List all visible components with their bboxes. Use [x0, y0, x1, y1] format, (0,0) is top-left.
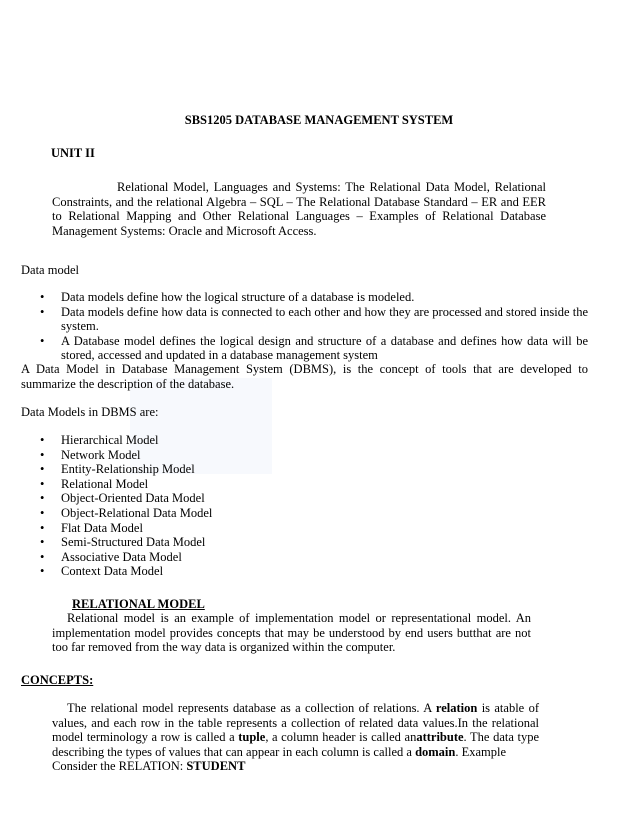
- list-item: • Relational Model: [40, 477, 340, 492]
- models-in-dbms-heading: Data Models in DBMS are:: [21, 405, 159, 419]
- relational-model-paragraph: Relational model is an example of implementation model or representational model. An implementation model provides concepts that may be understood by end users butthat are not too far removed from the way data is organized within the computer.: [52, 611, 531, 655]
- list-item: • Data models define how the logical structure of a database is modeled.: [40, 290, 588, 305]
- list-item: • A Database model defines the logical design and structure of a database and defines how data will be stored, accessed and updated in a database management system: [40, 334, 588, 363]
- relational-model-heading: RELATIONAL MODEL: [72, 597, 205, 611]
- list-item: • Semi-Structured Data Model: [40, 535, 340, 550]
- concepts-body: The relational model represents database as a collection of relations. A relation is atable of values, and each row in the table represents a collection of related data values.In the relational model terminology a row is called a tuple, a column header is called anattribute. The data type describing the types of values that can appear in each column is called a domain. Example: [52, 701, 539, 759]
- relation-example-line: Consider the RELATION: STUDENT: [52, 759, 246, 774]
- data-model-heading: Data model: [21, 263, 79, 277]
- list-item: • Context Data Model: [40, 564, 340, 579]
- unit-label: UNIT II: [51, 146, 95, 160]
- term-tuple: tuple: [238, 730, 266, 745]
- list-item: • Object-Relational Data Model: [40, 506, 340, 521]
- data-model-bullet-list: [40, 290, 588, 363]
- concepts-heading: CONCEPTS:: [21, 673, 94, 687]
- term-relation: relation: [435, 701, 478, 715]
- list-item: • Data models define how data is connected to each other and how they are processed and stored inside the system.: [40, 305, 588, 334]
- list-item: • Flat Data Model: [40, 521, 340, 536]
- relation-name: STUDENT: [186, 759, 246, 774]
- term-domain: domain: [415, 744, 456, 759]
- unit-description: Relational Model, Languages and Systems: The Relational Data Model, Relational Constraints, and the relational Algebra – SQL – The Relational Database Standard – ER and EER to Relational Mapping and Other Relational Languages – Examples of Relational Database Management Systems: Oracle and Microsoft Access.: [52, 180, 546, 238]
- list-item: • Entity-Relationship Model: [40, 462, 340, 477]
- list-item: • Associative Data Model: [40, 550, 340, 565]
- models-in-dbms-list: [40, 433, 340, 579]
- list-item: • Network Model: [40, 448, 340, 463]
- dbms-definition-paragraph: A Data Model in Database Management System (DBMS), is the concept of tools that are developed to summarize the description of the database.: [21, 362, 588, 391]
- list-item: • Hierarchical Model: [40, 433, 340, 448]
- document-title: SBS1205 DATABASE MANAGEMENT SYSTEM: [184, 113, 454, 127]
- concepts-paragraph: [52, 701, 539, 774]
- list-item: • Object-Oriented Data Model: [40, 491, 340, 506]
- term-attribute: attribute: [416, 730, 464, 745]
